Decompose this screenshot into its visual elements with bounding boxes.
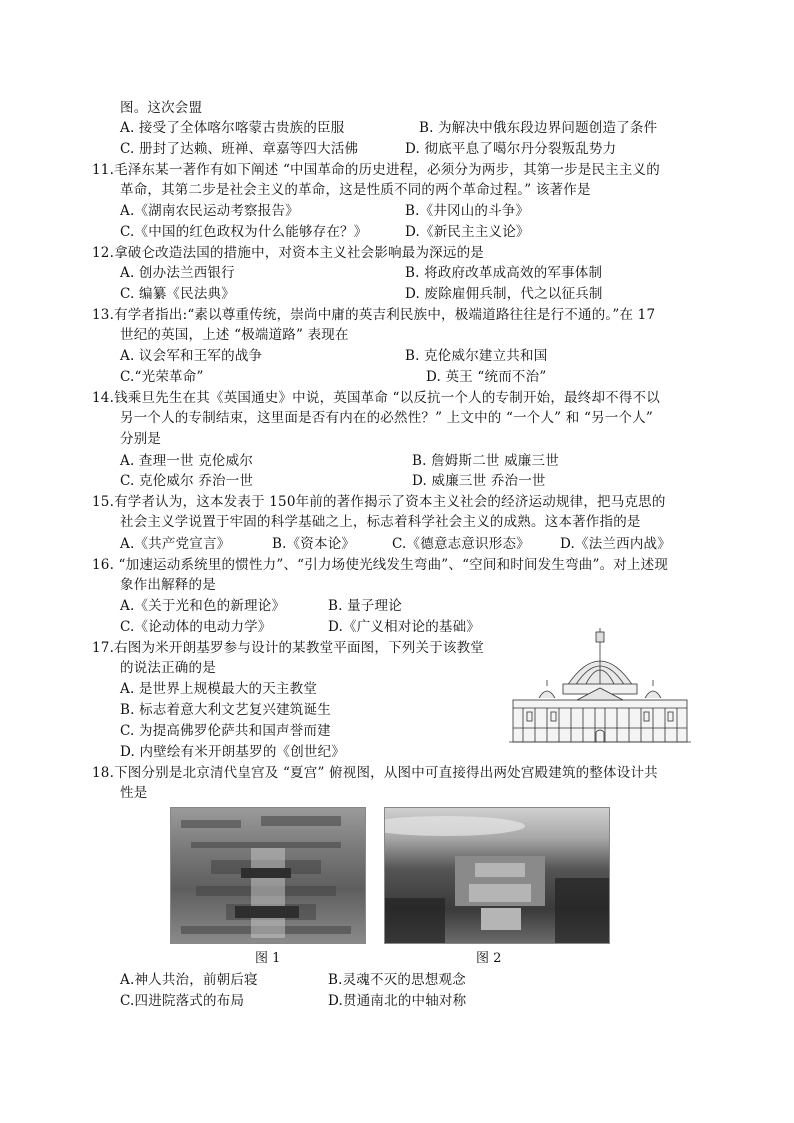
q18-option-d: D.贯通南北的中轴对称 [328, 993, 467, 1009]
q10-option-b: B. 为解决中俄东段边界问题创造了条件 [419, 120, 658, 136]
q15-option-c: C.《德意志意识形态》 [392, 536, 530, 552]
q18-option-c: C.四进院落式的布局 [120, 993, 245, 1009]
q13-option-c: C.“光荣革命” [120, 369, 204, 385]
q15-stem-line1: 15.有学者认为，这本发表于 150年前的著作揭示了资本主义社会的经济运动规律，把马克思的 [92, 494, 666, 510]
q16-option-a: A.《关于光和色的新理论》 [120, 598, 286, 614]
q12-stem: 12.拿破仑改造法国的措施中，对资本主义社会影响最为深远的是 [92, 245, 484, 261]
q12-option-a: A. 创办法兰西银行 [120, 265, 235, 281]
q14-option-a: A. 查理一世 克伦威尔 [120, 453, 254, 469]
q11-option-c: C.《中国的红色政权为什么能够存在？》 [120, 224, 368, 240]
q10-option-d: D. 彻底平息了噶尔丹分裂叛乱势力 [405, 141, 617, 157]
q16-option-c: C.《论动体的电动力学》 [120, 619, 272, 635]
q10-stem: 图。这次会盟 [120, 100, 203, 116]
q11-stem-line1: 11.毛泽东某一著作有如下阐述 “中国革命的历史进程，必须分为两步，其第一步是民主主义的 [92, 162, 660, 178]
q15-option-b: B.《资本论》 [272, 536, 356, 552]
figure-2-caption: 图 2 [476, 951, 502, 966]
q14-option-d: D. 威廉三世 乔治一世 [412, 473, 546, 489]
q17-option-a: A. 是世界上规模最大的天主教堂 [120, 681, 318, 697]
q16-option-d: D.《广义相对论的基础》 [328, 619, 481, 635]
q17-option-c: C. 为提高佛罗伦萨共和国声誉而建 [120, 723, 331, 739]
q11-stem-line2: 革命，其第二步是社会主义的革命，这是性质不同的两个革命过程。” 该著作是 [120, 182, 591, 198]
q14-stem-line2: 另一个人的专制结束，这里面是否有内在的必然性？” 上文中的 “一个人” 和 “另一个人” [120, 410, 653, 426]
q17-option-d: D. 内壁绘有米开朗基罗的《创世纪》 [120, 744, 346, 760]
q10-option-c: C. 册封了达赖、班禅、章嘉等四大活佛 [120, 141, 359, 157]
q16-stem-line2: 象作出解释的是 [120, 577, 216, 593]
q13-stem-line2: 世纪的英国，上述 “极端道路” 表现在 [120, 327, 349, 343]
q18-stem-line1: 18.下图分别是北京清代皇宫及 “夏宫” 俯视图，从图中可直接得出两处宫殿建筑的整体设计共 [92, 765, 658, 781]
q14-option-c: C. 克伦威尔 乔治一世 [120, 473, 254, 489]
q12-option-c: C. 编纂《民法典》 [120, 286, 235, 302]
q11-option-b: B.《井冈山的斗争》 [405, 203, 530, 219]
q12-option-d: D. 废除雇佣兵制，代之以征兵制 [405, 286, 603, 302]
q18-option-a: A.神人共治，前朝后寝 [120, 972, 258, 988]
q13-option-a: A. 议会军和王军的战争 [120, 348, 263, 364]
q17-stem-line2: 的说法正确的是 [120, 660, 216, 676]
q17-option-b: B. 标志着意大利文艺复兴建筑诞生 [120, 702, 331, 718]
q15-option-d: D.《法兰西内战》 [560, 536, 671, 552]
q15-stem-line2: 社会主义学说置于牢固的科学基础之上，标志着科学社会主义的成熟。这本著作指的是 [120, 514, 641, 530]
summer-palace-photo [384, 807, 610, 944]
q14-stem-line1: 14.钱乘旦先生在其《英国通史》中说，英国革命 “以反抗一个人的专制开始，最终却不得不以 [92, 390, 660, 406]
q16-option-b: B. 量子理论 [328, 598, 402, 614]
q15-option-a: A.《共产党宣言》 [120, 536, 231, 552]
q16-stem-line1: 16. “加速运动系统里的惯性力”、“引力场使光线发生弯曲”、“空间和时间发生弯曲”。对上述现 [92, 557, 669, 573]
q11-option-d: D.《新民主主义论》 [405, 224, 530, 240]
q14-stem-line3: 分别是 [120, 431, 162, 447]
q13-option-d: D. 英王 “统而不治” [426, 369, 547, 385]
q14-option-b: B. 詹姆斯二世 威廉三世 [412, 453, 559, 469]
cathedral-illustration [505, 628, 695, 746]
forbidden-city-photo [170, 807, 366, 944]
q18-stem-line2: 性是 [120, 785, 148, 801]
q11-option-a: A.《湖南农民运动考察报告》 [120, 203, 299, 219]
q18-option-b: B.灵魂不灭的思想观念 [328, 972, 466, 988]
q10-option-a: A. 接受了全体喀尔喀蒙古贵族的臣服 [120, 120, 345, 136]
q17-stem-line1: 17.右图为米开朗基罗参与设计的某教堂平面图，下列关于该教堂 [92, 640, 484, 656]
q13-stem-line1: 13.有学者指出:“素以尊重传统，崇尚中庸的英吉利民族中，极端道路往往是行不通的。”在 17 [92, 307, 656, 323]
q13-option-b: B. 克伦威尔建立共和国 [405, 348, 548, 364]
q12-option-b: B. 将政府改革成高效的军事体制 [405, 265, 603, 281]
figure-1-caption: 图 1 [255, 951, 281, 966]
